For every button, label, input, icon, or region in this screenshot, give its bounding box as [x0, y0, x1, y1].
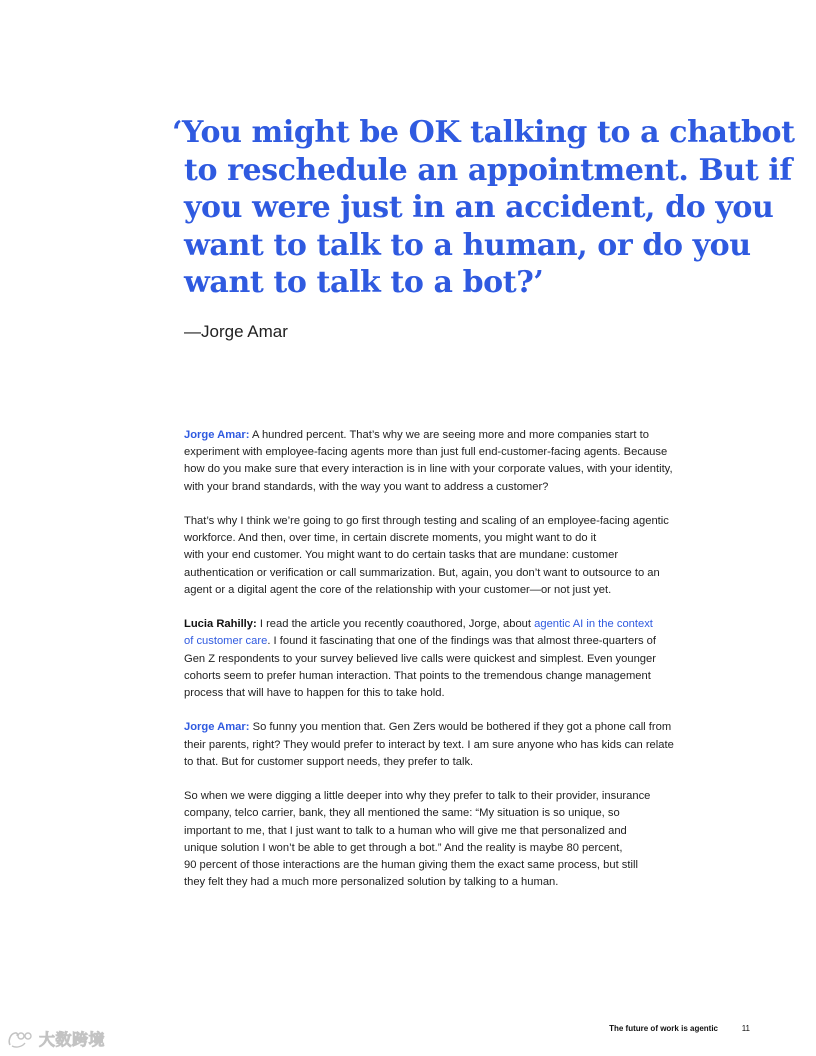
- paragraph-line: That’s why I think we’re going to go first through testing and scaling of an employee-facing agentic: [184, 515, 669, 527]
- paragraph-line: workforce. And then, over time, in certain discrete moments, you might want to do it: [184, 532, 597, 545]
- paragraph-line: [184, 616, 714, 633]
- pull-quote-line: want to talk to a bot?’: [184, 265, 544, 300]
- paragraph-text: So funny you mention that. Gen Zers would be bothered if they got a phone call from: [249, 721, 672, 734]
- paragraph: [184, 427, 714, 496]
- watermark-text: 大数跨境: [39, 1030, 106, 1049]
- paragraph-line: how do you make sure that every interaction is in line with your corporate values, with your identity,: [184, 463, 673, 476]
- paragraph-line: 90 percent of those interactions are the human giving them the exact same process, but still: [184, 859, 638, 872]
- paragraph-line: [184, 427, 714, 444]
- pull-quote-line: to reschedule an appointment. But if: [184, 152, 792, 188]
- pull-quote: [172, 114, 795, 302]
- paragraph-line: [184, 633, 714, 650]
- article-link[interactable]: agentic AI in the context: [534, 618, 653, 631]
- paragraph: [184, 788, 714, 891]
- speaker-name: Jorge Amar:: [184, 721, 250, 734]
- paragraph-line: experiment with employee-facing agents more than just full end-customer-facing agents. Because: [184, 446, 668, 459]
- paragraph-line: they felt they had a much more personalized solution by talking to a human.: [184, 876, 559, 889]
- pull-quote-line: you were just in an accident, do you: [184, 190, 774, 225]
- paragraph-text: . I found it fascinating that one of the findings was that almost three-quarters of: [267, 635, 657, 648]
- pull-quote-line: want to talk to a human, or do you: [184, 227, 751, 263]
- paragraph-line: company, telco carrier, bank, they all mentioned the same: “My situation is so unique, so: [184, 807, 620, 820]
- paragraph-line: [184, 719, 714, 736]
- speaker-name: Jorge Amar:: [184, 429, 250, 441]
- article-body: [184, 427, 714, 909]
- paragraph-line: important to me, that I just want to talk to a human who will give me that personalized and: [184, 824, 627, 837]
- paragraph-text: A hundred percent. That’s why we are seeing more and more companies start to: [249, 429, 649, 441]
- paragraph-line: their parents, right? They would prefer to interact by text. I am sure anyone who has kids can relate: [184, 738, 674, 751]
- quote-attribution: —Jorge Amar: [184, 322, 288, 341]
- paragraph-line: cohorts seem to prefer human interaction. That points to the tremendous change management: [184, 669, 651, 682]
- article-link[interactable]: of customer care: [184, 635, 268, 648]
- paragraph-line: Gen Z respondents to your survey believed live calls were quickest and simplest. Even younger: [184, 652, 656, 665]
- paragraph: [184, 513, 714, 599]
- watermark-logo-icon: [6, 1028, 36, 1050]
- paragraph: [184, 616, 714, 702]
- page-footer: [0, 1024, 816, 1038]
- paragraph-line: process that will have to happen for this to take hold.: [184, 687, 445, 700]
- paragraph-line: to that. But for customer support needs, they prefer to talk.: [184, 755, 474, 768]
- watermark: [6, 1027, 105, 1050]
- page-number: 11: [741, 1024, 750, 1033]
- paragraph-line: unique solution I won’t be able to get through a bot.” And the reality is maybe 80 percent,: [184, 841, 623, 854]
- paragraph-line: agent or a digital agent the core of the relationship with your customer—or not just yet.: [184, 583, 612, 596]
- paragraph-line: with your end customer. You might want to do certain tasks that are mundane: customer: [184, 549, 619, 562]
- paragraph-line: with your brand standards, with the way you want to address a customer?: [184, 480, 549, 493]
- paragraph: [184, 719, 714, 771]
- paragraph-text: I read the article you recently coauthored, Jorge, about: [256, 618, 535, 631]
- footer-title: The future of work is agentic: [609, 1024, 718, 1033]
- speaker-name: Lucia Rahilly:: [184, 618, 257, 631]
- paragraph-line: authentication or verification or call summarization. But, again, you don’t want to outsource to an: [184, 566, 660, 579]
- paragraph-line: So when we were digging a little deeper into why they prefer to talk to their provider, insurance: [184, 790, 651, 803]
- pull-quote-line: ‘You might be OK talking to a chatbot: [172, 115, 795, 150]
